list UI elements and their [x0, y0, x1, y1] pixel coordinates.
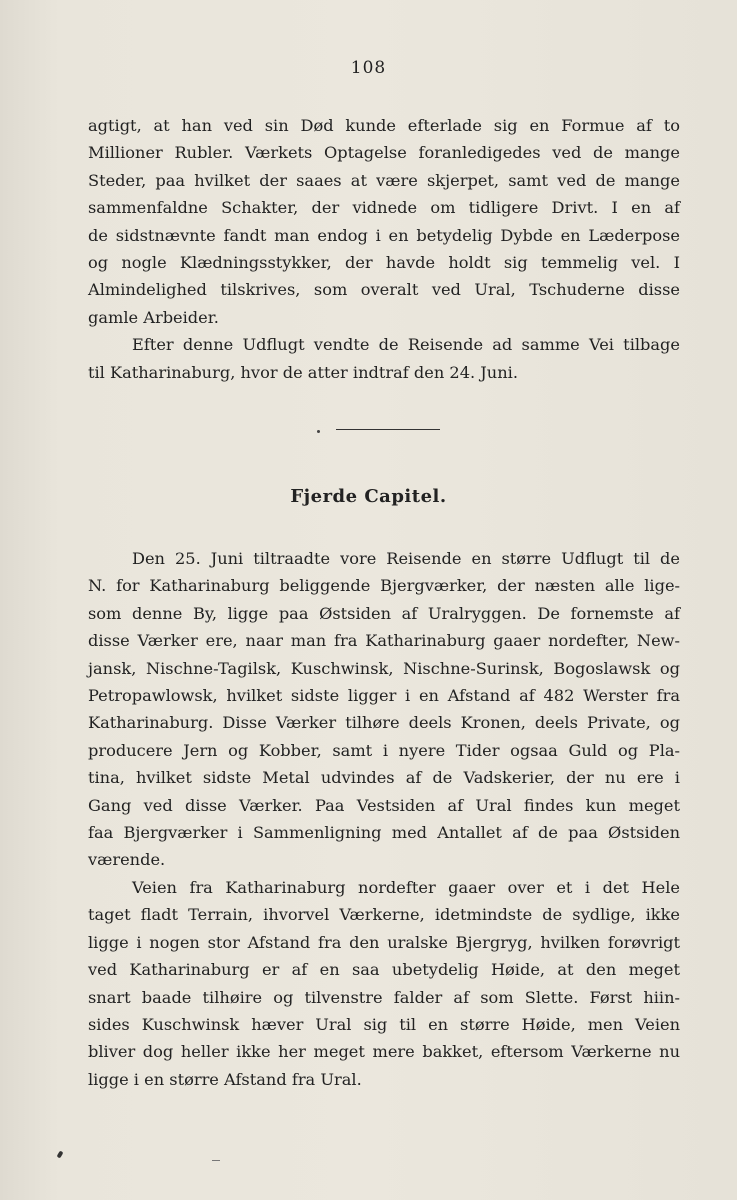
text-line: Petropawlowsk, hvilket sidste ligger i en Afstand af 482 Werster fra	[88, 686, 680, 706]
text-line: Veien fra Katharinaburg nordefter gaaer over et i det Hele	[132, 877, 680, 897]
text-line: disse Værker ere, naar man fra Katharinaburg gaaer nordefter, New-	[88, 631, 680, 651]
text-line: agtigt, at han ved sin Død kunde efterlade sig en Formue af to	[88, 116, 680, 135]
text-line: Almindelighed tilskrives, som overalt ved Ural, Tschuderne disse	[88, 280, 680, 300]
text-block-lower	[88, 545, 680, 1093]
text-line: bliver dog heller ikke her meget mere bakket, eftersom Værkerne nu	[88, 1042, 680, 1062]
separator-dot	[317, 430, 320, 433]
text-block-upper	[88, 112, 680, 386]
text-line: de sidstnævnte fandt man endog i en betydelig Dybde en Læderpose	[88, 225, 680, 245]
page-number: 108	[350, 58, 387, 78]
text-line: til Katharinaburg, hvor de atter indtraf den 24. Juni.	[88, 362, 518, 382]
text-line: ligge i nogen stor Afstand fra den uralske Bjergryg, hvilken forøvrigt	[88, 932, 680, 952]
text-line: Millioner Rubler. Værkets Optagelse foranledigedes ved de mange	[88, 143, 680, 163]
text-line: og nogle Klædningsstykker, der havde holdt sig temmelig vel. I	[88, 253, 680, 273]
text-line: værende.	[88, 850, 166, 870]
text-line: sides Kuschwinsk hæver Ural sig til en større Høide, men Veien	[88, 1014, 680, 1034]
text-line: tina, hvilket sidste Metal udvindes af de Vadskerier, der nu ere i	[88, 768, 680, 788]
text-line: taget fladt Terrain, ihvorvel Værkerne, idetmindste de sydlige, ikke	[88, 905, 680, 925]
text-line: N. for Katharinaburg beliggende Bjergværker, der næsten alle lige-	[88, 576, 680, 596]
text-line: producere Jern og Kobber, samt i nyere Tider ogsaa Guld og Pla-	[88, 740, 680, 760]
ink-speck	[212, 1160, 220, 1161]
text-line: Steder, paa hvilket der saaes at være skjerpet, samt ved de mange	[88, 170, 680, 190]
text-line: Efter denne Udflugt vendte de Reisende ad samme Vei tilbage	[132, 335, 680, 355]
text-line: Den 25. Juni tiltraadte vore Reisende en større Udflugt til de	[132, 549, 680, 568]
text-line: Gang ved disse Værker. Paa Vestsiden af Ural findes kun meget	[88, 795, 680, 815]
text-line: faa Bjergværker i Sammenligning med Antallet af de paa Østsiden	[88, 823, 680, 843]
chapter-heading: Fjerde Capitel.	[290, 486, 447, 507]
text-line: som denne By, ligge paa Østsiden af Uralryggen. De fornemste af	[88, 603, 680, 623]
text-line: ligge i en større Afstand fra Ural.	[88, 1069, 362, 1089]
text-line: Katharinaburg. Disse Værker tilhøre deels Kronen, deels Private, og	[88, 713, 680, 733]
text-line: gamle Arbeider.	[88, 307, 219, 327]
section-divider	[336, 429, 440, 430]
text-line: jansk, Nischne-Tagilsk, Kuschwinsk, Nischne-Surinsk, Bogoslawsk og	[88, 658, 680, 678]
text-line: snart baade tilhøire og tilvenstre falder af som Slette. Først hiin-	[88, 987, 680, 1007]
text-line: sammenfaldne Schakter, der vidnede om tidligere Drivt. I en af	[88, 198, 680, 218]
ink-speck	[57, 1150, 64, 1158]
text-line: ved Katharinaburg er af en saa ubetydelig Høide, at den meget	[88, 960, 680, 980]
